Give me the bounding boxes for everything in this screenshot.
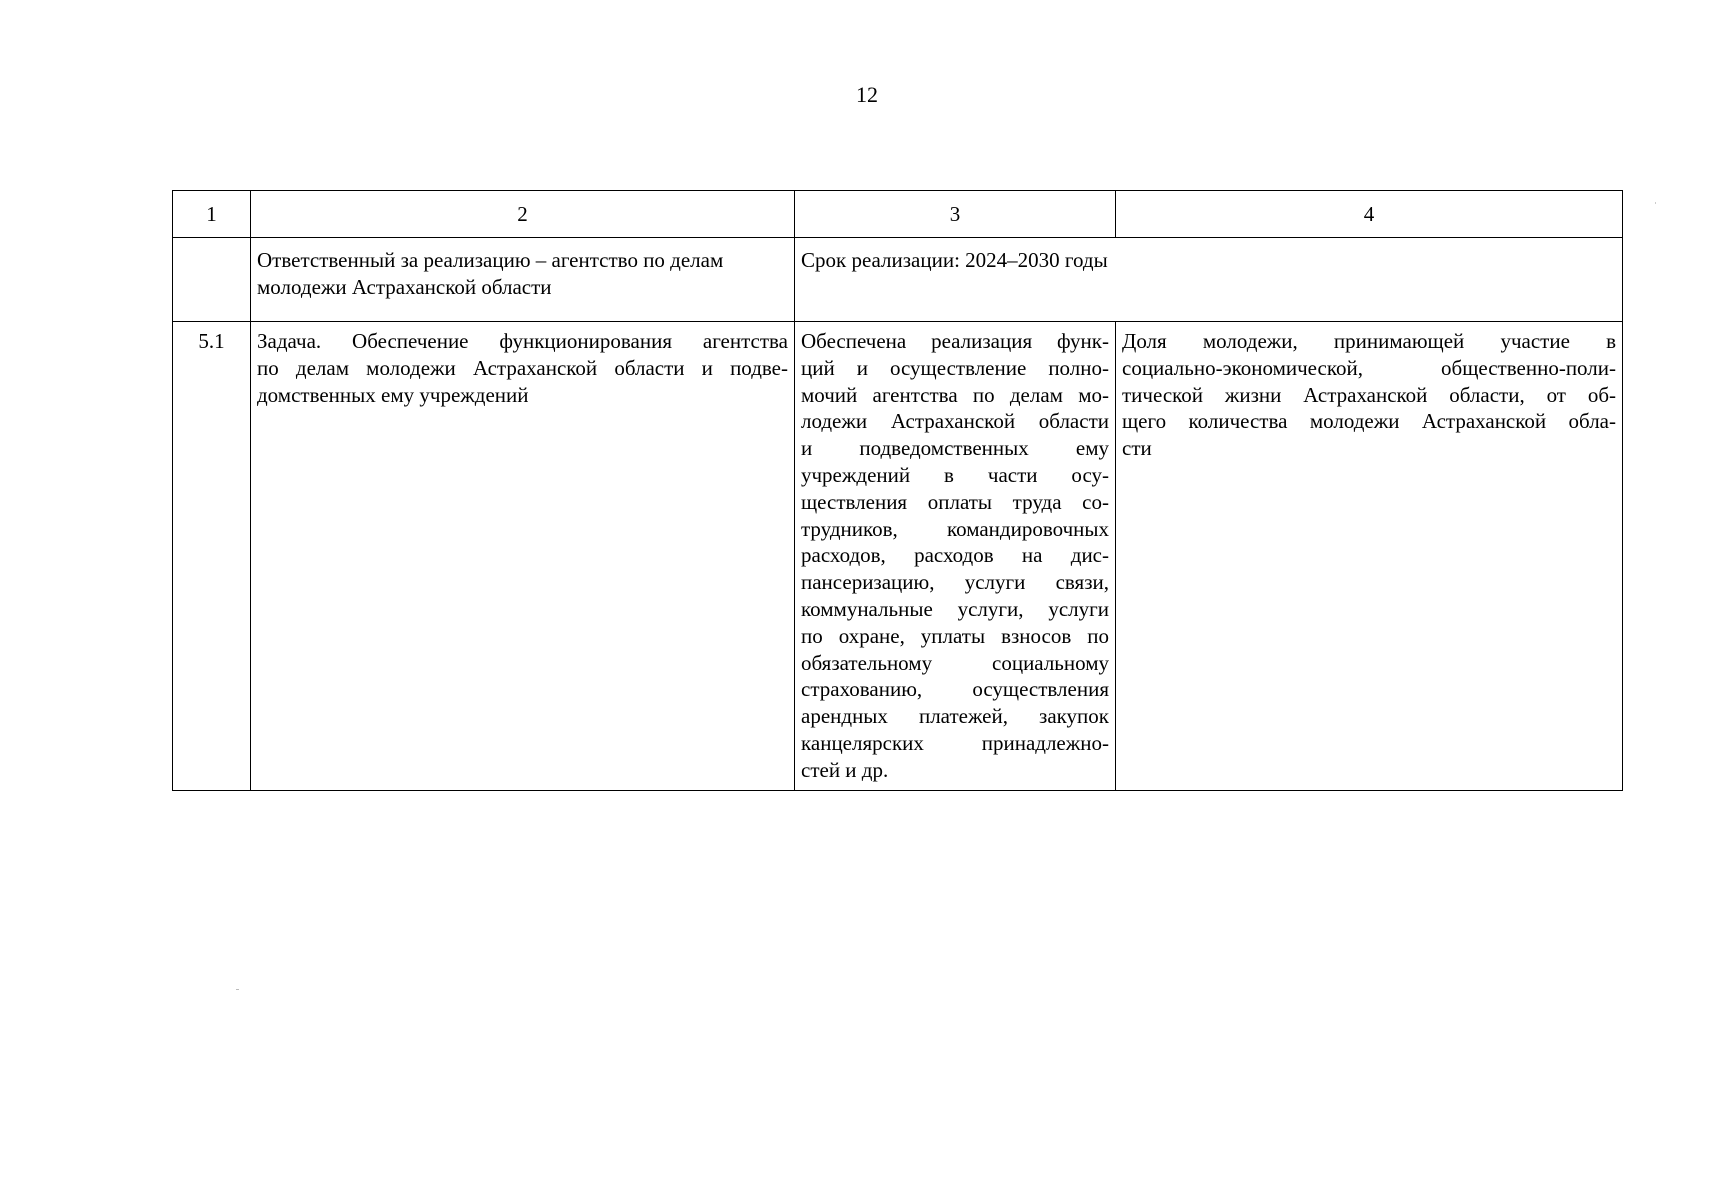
cell-text-line: домственных ему учреждений [257,382,529,407]
cell-text-line: обязательному социальному [801,650,1109,675]
cell-text-line: пансеризацию, услуги связи, [801,570,1109,595]
indicator-cell [1116,322,1623,791]
cell-text-line: по делам молодежи Астраханской области и подве- [257,355,788,380]
scan-artifact [236,989,239,990]
cell-text-line: учреждений в части осу- [801,462,1109,487]
cell-text-line: социально-экономической, общественно-поли- [1122,355,1616,380]
header-cell-4: 4 [1116,191,1623,238]
cell-text-line: трудников, командировочных [801,516,1109,541]
cell-text-line: ций и осуществление полно- [801,355,1109,380]
task-row [173,322,1623,791]
responsible-cell: Ответственный за реализацию – агентство по делам молодежи Астраханской области [251,238,795,322]
cell-text-line: Задача. Обеспечение функционирования агентства [257,329,788,353]
cell-text-line: ществления оплаты труда со- [801,489,1109,514]
cell-text-line: Доля молодежи, принимающей участие в [1122,329,1616,353]
cell-text-line: сти [1122,436,1152,461]
cell-text-line: мочий агентства по делам мо- [801,382,1109,407]
cell-text-line: лодежи Астраханской области [801,409,1109,434]
responsible-row [173,238,1623,322]
table-header-row [173,191,1623,238]
result-cell [795,322,1116,791]
responsible-row-number-cell [173,238,251,322]
task-number-cell: 5.1 [173,322,251,791]
header-cell-3: 3 [795,191,1116,238]
cell-text-line: канцелярских принадлежно- [801,730,1109,755]
cell-text-line: страхованию, осуществления [801,677,1109,702]
cell-text-line: арендных платежей, закупок [801,704,1109,729]
scan-artifact [1655,202,1656,204]
cell-text-line: стей и др. [801,757,889,782]
cell-text-line: коммунальные услуги, услуги [801,596,1109,621]
header-cell-2: 2 [251,191,795,238]
cell-text-line: расходов, расходов на дис- [801,543,1109,568]
page-number: 12 [856,82,878,107]
cell-text-line: Обеспечена реализация функ- [801,329,1109,353]
cell-text-line: щего количества молодежи Астраханской обла- [1122,409,1616,434]
term-cell: Срок реализации: 2024–2030 годы [795,238,1623,322]
program-table [172,190,1623,791]
header-cell-1: 1 [173,191,251,238]
cell-text-line: по охране, уплаты взносов по [801,623,1109,648]
cell-text-line: тической жизни Астраханской области, от об- [1122,382,1616,407]
task-cell [251,322,795,791]
cell-text-line: и подведомственных ему [801,436,1109,461]
